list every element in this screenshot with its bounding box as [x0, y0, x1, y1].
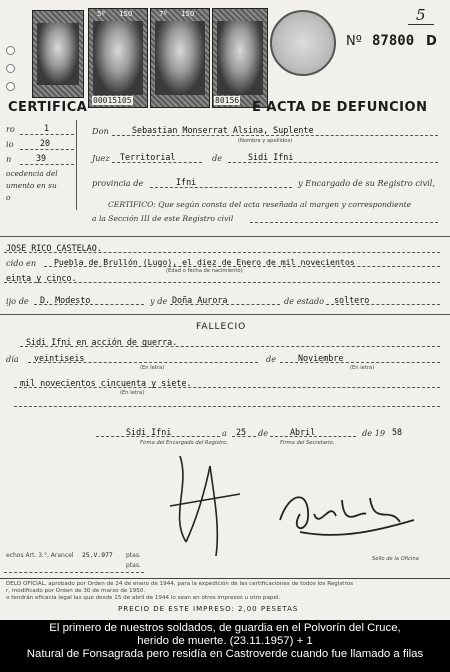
issue-year: 58: [392, 427, 403, 437]
fiscal-stamp-left: [32, 10, 84, 98]
death-place: Sidi Ifni en acción de guerra.: [26, 337, 178, 347]
issue-day: 25: [236, 427, 247, 437]
fiscal-stamp-3: [212, 8, 268, 108]
stamp-portrait-icon: [155, 21, 205, 95]
footer-price: PRECIO DE ESTE IMPRESO: 2,00 PESETAS: [118, 605, 299, 613]
mother-name: Doña Aurora: [172, 295, 228, 305]
perforation-hole: [6, 64, 15, 73]
official-seal-icon: [270, 10, 336, 76]
stamp-serial-2: 80156: [215, 96, 240, 105]
perforation-hole: [6, 82, 15, 91]
death-year: mil novecientos cincuenta y siete.: [20, 378, 192, 388]
fiscal-stamp-1: 5º 150: [88, 8, 148, 108]
office-seal-label: Sello de la Oficina: [372, 556, 419, 562]
father-name: D. Modesto: [40, 295, 91, 305]
footer-line-3: o tendrán eficacia legal las que desde 15 de abril de 1944 lo sean en otros impresos u otro papel.: [6, 595, 281, 601]
caption-line-1: El primero de nuestros soldados, de guardia en el Polvorín del Cruce,: [49, 622, 401, 634]
death-day: veintiseis: [34, 353, 85, 363]
fallecio-heading: FALLECIO: [196, 322, 247, 332]
stamp-serial-1: 00015105: [93, 96, 132, 105]
death-month: Noviembre: [298, 353, 344, 363]
stamp-coat-of-arms-icon: [37, 23, 79, 85]
number-label: Nº: [346, 34, 362, 49]
corner-mark: 5: [416, 6, 426, 24]
footer-line-2: r, modificado por Orden de 30 de marzo de 1950.: [6, 588, 146, 594]
birth-details: Puebla de Brullón (Lugo), el diez de Enero de mil novecientos: [54, 257, 355, 267]
certifico-text: CERTIFICO: Que según consta del acta reseñada al margen y correspondiente: [108, 200, 412, 209]
officer-name: Sebastian Monserrat Alsina, Suplente: [132, 125, 314, 135]
title-left: CERTIFICA: [8, 100, 88, 115]
perforation-hole: [6, 46, 15, 55]
judge-type: Territorial: [120, 152, 176, 162]
certificate-series: D: [426, 34, 437, 49]
registry-place: Sidi Ifni: [248, 152, 294, 162]
stamp-coat-of-arms-icon: [217, 21, 263, 95]
deceased-name: JOSE RICO CASTELAO.: [6, 243, 102, 253]
fiscal-stamp-2: 7º 150: [150, 8, 210, 108]
corner-underline: [408, 24, 434, 25]
certificate-number: 87800: [372, 33, 415, 49]
footer-line-1: DELO OFICIAL, aprobado por Orden de 24 de enero de 1944, para la expedición de las certificaciones de todos los Registros: [6, 581, 354, 587]
stamp-portrait-icon: [93, 21, 143, 95]
registrar-signature-icon: [150, 446, 280, 566]
caption-line-3: Natural de Fonsagrada pero residía en Castroverde cuando fue llamado a filas: [26, 648, 424, 660]
issue-month: Abril: [290, 427, 316, 437]
caption-line-2: herido de muerte. (23.11.1957) + 1: [137, 635, 313, 647]
secretary-signature-icon: [270, 470, 420, 550]
issue-place: Sidi Ifni: [126, 427, 172, 437]
title-right: E ACTA DE DEFUNCION: [252, 100, 428, 115]
death-certificate: 5 5º 150 7º 150 00015105 80156 Nº 87800 D CERTIFICA E ACTA DE DEFUNCION ro 1 io 20 n 39 ocedencia del umento en su o Don Sebastian Monserrat Alsina, Suplente (Nombre y apellidos) Juez Territorial de Sidi Ifni provincia de Ifni y Encargado de su Registro civil, CERTIFICO: Que según consta del acta reseñada al margen y correspondiente a la Sección III de este Registro civil JOSE RICO CASTELAO. cido en Puebla de Brullón (Lugo), el diez de Enero de mil novecientos (Edad o fecha de nacimiento) einta y cinco. ijo de D. Modesto y de Doña Aurora de estado soltero FALLECIO Sidi Ifni en acción de guerra. día veintiseis (En letra) de Noviembre (En letra) mil novecientos cincuenta y siete. (En letra) Sidi Ifni a 25 de Abril de 19 58 Firma del Encargado del Registro, Firma del Secretario, Sello de la Oficina echos Art. 3.°, Arancel 25.V.977 ptas. ptas. DELO OFICIAL, aprobado por Orden de 24 de enero de 1944, para la expedición de las certificaciones de todos los Registros r, modificado por Orden de 30 de marzo de 1950. o tendrán eficacia legal las que desde 15 de abril de 1944 lo sean en otros impresos u otro papel. PRECIO DE ESTE IMPRESO: 2,00 PESETAS: [0, 0, 450, 620]
photo-caption: [0, 620, 450, 672]
province: Ifni: [176, 177, 197, 187]
marital-status: soltero: [334, 295, 370, 305]
